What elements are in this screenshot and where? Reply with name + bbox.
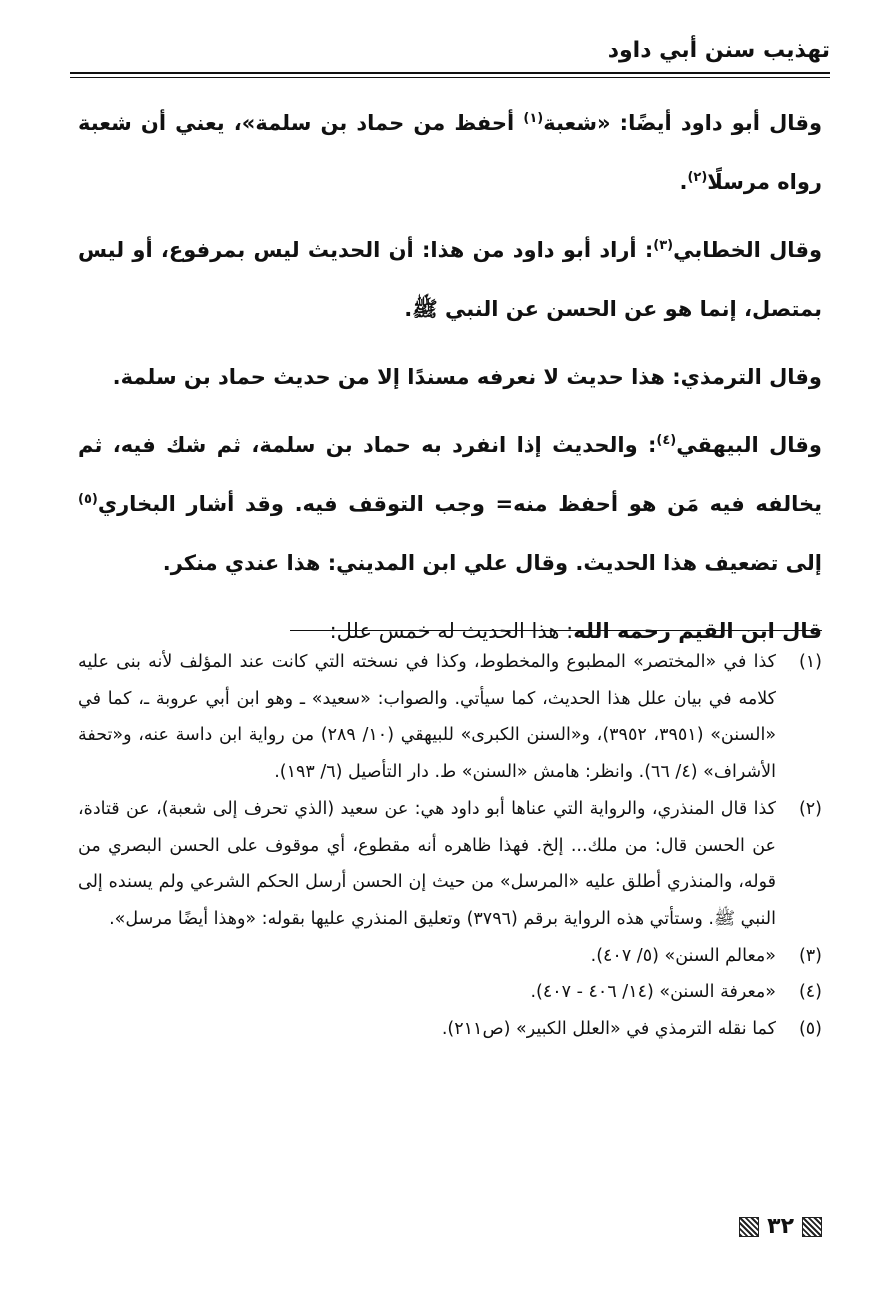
footnote-ref[interactable]: (٢) xyxy=(687,170,708,185)
page-number-block xyxy=(739,1212,822,1242)
text-run: وقال الخطابي xyxy=(673,238,822,262)
text-run: وقال البيهقي xyxy=(676,433,822,457)
text-run: وقال أبو داود أيضًا: «شعبة xyxy=(543,111,822,135)
footnote-text: كذا في «المختصر» المطبوع والمخطوط، وكذا في نسخته التي كانت عند المؤلف لأنه بنى عليه كلامه في بيان علل هذا الحديث، كما سيأتي. والصواب: «سعيد» ـ وهو ابن أبي عروبة ـ، كما في «السنن» (٣٩٥١، ٣٩٥٢)، و«السنن الكبرى» للبيهقي (١٠/ ٢٨٩) من رواية ابن داسة عنه، و«تحفة الأشراف» (٤/ ٦٦). وانظر: هامش «السنن» ط. دار التأصيل (٦/ ١٩٣). xyxy=(78,652,777,783)
text-run: : هذا الحديث له خمس علل: xyxy=(329,619,574,643)
footnote-number: (٣) xyxy=(798,945,822,966)
footnotes xyxy=(78,644,822,1048)
footnote-ref[interactable]: (١) xyxy=(523,111,544,126)
ornament-icon xyxy=(802,1217,822,1237)
text-run: . xyxy=(679,170,688,194)
footnote-text: «معالم السنن» (٥/ ٤٠٧). xyxy=(590,945,776,966)
footnote-1 xyxy=(78,644,822,791)
running-header xyxy=(70,36,830,70)
footnote-4 xyxy=(78,974,822,1011)
footnote-separator xyxy=(290,630,822,631)
footnote-3 xyxy=(78,938,822,975)
book-title: تهذيب سنن أبي داود xyxy=(607,38,830,63)
footnote-number: (٥) xyxy=(798,1019,822,1040)
page-number: ٣٢ xyxy=(767,1214,794,1239)
header-rule xyxy=(70,72,830,74)
footnote-text: كما نقله الترمذي في «العلل الكبير» (ص٢١١). xyxy=(441,1019,776,1040)
footnote-number: (٢) xyxy=(798,798,822,819)
paragraph-tirmidhi xyxy=(78,348,822,407)
main-text xyxy=(78,94,822,670)
footnote-2 xyxy=(78,791,822,938)
text-run: : أراد أبو داود من هذا: أن الحديث ليس بمرفوع، أو ليس بمتصل، إنما هو عن الحسن عن النبي ﷺ. xyxy=(78,238,822,321)
text-run: وقال الترمذي: هذا حديث لا نعرفه مسندًا إلا من حديث حماد بن سلمة. xyxy=(112,365,822,389)
paragraph-khattabi xyxy=(78,221,822,339)
footnote-ref[interactable]: (٥) xyxy=(78,492,98,507)
header-rule-thin xyxy=(70,77,830,78)
footnote-ref[interactable]: (٣) xyxy=(653,238,674,253)
text-run: : والحديث إذا انفرد به حماد بن سلمة، ثم شك فيه، ثم يخالفه فيه مَن هو أحفظ منه= وجب التوقف فيه. وقد أشار البخاري xyxy=(78,433,822,516)
footnote-number: (٤) xyxy=(798,982,822,1003)
footnote-5 xyxy=(78,1011,822,1048)
ibn-qayyim-label: قال ابن القيم رحمه الله xyxy=(573,619,822,643)
ornament-icon xyxy=(739,1217,759,1237)
paragraph-bayhaqi xyxy=(78,416,822,593)
text-run: إلى تضعيف هذا الحديث. وقال علي ابن المديني: هذا عندي منكر. xyxy=(162,551,822,575)
footnote-ref[interactable]: (٤) xyxy=(656,433,677,448)
footnote-text: كذا قال المنذري، والرواية التي عناها أبو داود هي: عن سعيد (الذي تحرف إلى شعبة)، عن قتادة، عن الحسن قال: من ملك... إلخ. فهذا ظاهره أنه مقطوع، أي موقوف على الحسن البصري من قوله، والمنذري أطلق عليه «المرسل» من حيث إن الحسن أرسل الحكم الشرعي ولم يسنده إلى النبي ﷺ. وستأتي هذه الرواية برقم (٣٧٩٦) وتعليق المنذري عليها بقوله: «وهذا أيضًا مرسل». xyxy=(78,798,776,929)
paragraph-abu-dawud xyxy=(78,94,822,212)
footnote-text: «معرفة السنن» (١٤/ ٤٠٦ - ٤٠٧). xyxy=(530,982,776,1003)
text-run: أحفظ من حماد بن سلمة»، يعني أن شعبة رواه مرسلًا xyxy=(78,111,822,194)
footnote-number: (١) xyxy=(798,652,822,672)
